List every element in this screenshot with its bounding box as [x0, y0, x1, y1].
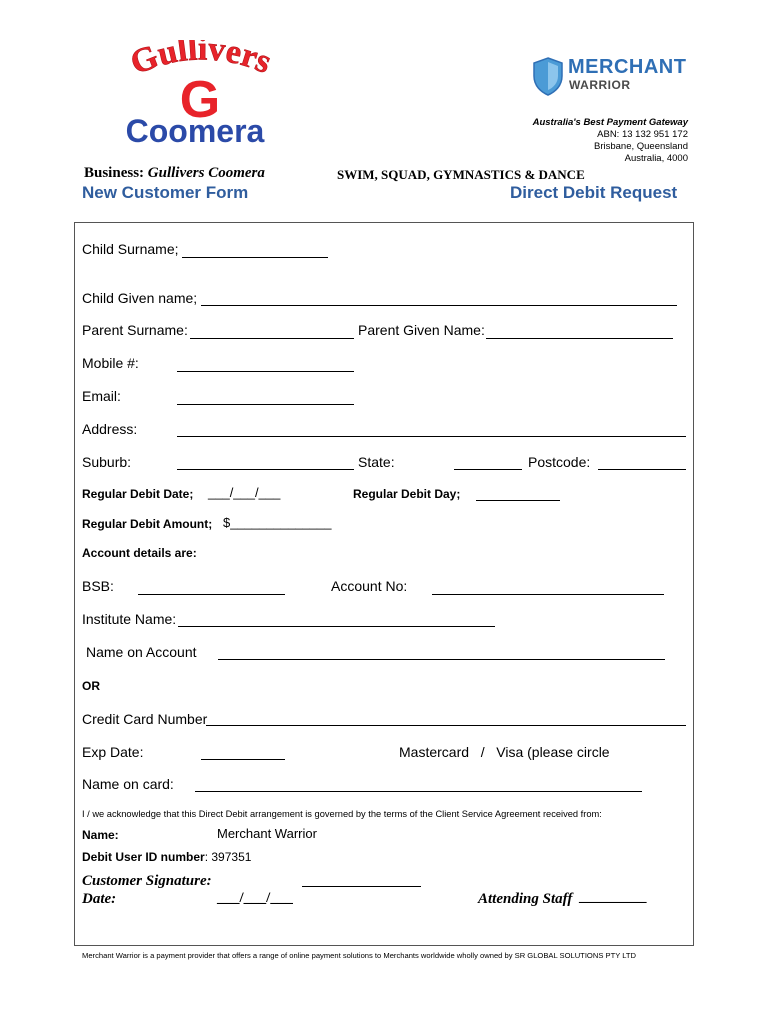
- child-surname-label: Child Surname;: [82, 241, 179, 257]
- business-name: Gullivers Coomera: [147, 165, 265, 181]
- merchant-logo-line1: MERCHANT: [568, 56, 687, 78]
- regular-debit-amount-field[interactable]: $______________: [223, 515, 332, 530]
- debit-user-id-label: Debit User ID number: [82, 850, 205, 864]
- form-title: New Customer Form: [82, 183, 249, 202]
- state-field[interactable]: [454, 469, 522, 470]
- acknowledgement-text: I / we acknowledge that this Direct Debit arrangement is governed by the terms of the Client Service Agreement received from:: [82, 809, 602, 819]
- email-label: Email:: [82, 388, 121, 404]
- regular-debit-day-label: Regular Debit Day;: [353, 487, 461, 501]
- payee-name-value: Merchant Warrior: [217, 826, 317, 841]
- gullivers-logo: [100, 40, 300, 150]
- mobile-field[interactable]: [177, 371, 354, 372]
- regular-debit-day-field[interactable]: [476, 500, 560, 501]
- child-surname-field[interactable]: [182, 257, 328, 258]
- name-on-account-label: Name on Account: [86, 644, 197, 660]
- email-field[interactable]: [177, 404, 354, 405]
- credit-card-number-label: Credit Card Number: [82, 711, 208, 727]
- state-label: State:: [358, 454, 395, 470]
- address-label: Address:: [82, 421, 138, 437]
- suburb-label: Suburb:: [82, 454, 132, 470]
- gateway-address: [533, 117, 688, 165]
- exp-date-field[interactable]: [201, 759, 285, 760]
- merchant-warrior-logo: [532, 56, 687, 98]
- parent-given-name-label: Parent Given Name:: [358, 322, 485, 338]
- bsb-label: BSB:: [82, 578, 114, 594]
- exp-date-label: Exp Date:: [82, 744, 144, 760]
- parent-surname-label: Parent Surname:: [82, 322, 188, 338]
- parent-surname-field[interactable]: [190, 338, 354, 339]
- regular-debit-amount-label: Regular Debit Amount;: [82, 517, 213, 531]
- attending-staff-label: Attending Staff: [478, 891, 573, 907]
- regular-debit-date-field[interactable]: ___/___/___: [208, 485, 281, 500]
- logo-top-word: Gullivers: [125, 40, 277, 83]
- business-heading: [84, 165, 265, 182]
- gateway-country: Australia, 4000: [624, 153, 688, 164]
- gateway-city: Brisbane, Queensland: [593, 141, 688, 152]
- shield-icon: [532, 56, 564, 96]
- name-on-card-field[interactable]: [195, 791, 642, 792]
- regular-debit-date-label: Regular Debit Date;: [82, 487, 194, 501]
- parent-given-name-field[interactable]: [486, 338, 673, 339]
- account-no-field[interactable]: [432, 594, 664, 595]
- name-on-card-label: Name on card:: [82, 776, 174, 792]
- credit-card-number-field[interactable]: [206, 725, 686, 726]
- business-label: Business:: [84, 165, 145, 181]
- postcode-field[interactable]: [598, 469, 686, 470]
- customer-signature-label: Customer Signature:: [82, 873, 212, 889]
- child-given-name-field[interactable]: [201, 305, 677, 306]
- gullivers-logo-graphic: [100, 40, 300, 150]
- sign-date-label: Date:: [82, 891, 117, 907]
- bsb-field[interactable]: [138, 594, 285, 595]
- attending-staff-field[interactable]: _________: [579, 889, 647, 905]
- institute-name-field[interactable]: [178, 626, 495, 627]
- footer-text: Merchant Warrior is a payment provider that offers a range of online payment solutions to Merchants worldwide wholly owned by SR GLOBAL SOLUTIONS PTY LTD: [82, 951, 637, 960]
- payee-name-label: Name:: [82, 828, 119, 842]
- account-no-label: Account No:: [331, 578, 408, 594]
- suburb-field[interactable]: [177, 469, 354, 470]
- debit-user-id-value: : 397351: [204, 850, 252, 864]
- name-on-account-field[interactable]: [218, 659, 665, 660]
- request-title: Direct Debit Request: [510, 183, 678, 202]
- or-separator: OR: [82, 679, 100, 693]
- logo-bottom-word: Coomera: [125, 113, 265, 149]
- sign-date-field[interactable]: ___/___/___: [217, 890, 293, 906]
- activities-heading: SWIM, SQUAD, GYMNASTICS & DANCE: [337, 167, 585, 182]
- gateway-tagline: Australia's Best Payment Gateway: [532, 117, 688, 128]
- postcode-label: Postcode:: [528, 454, 591, 470]
- mobile-label: Mobile #:: [82, 355, 139, 371]
- account-details-heading: Account details are:: [82, 546, 197, 560]
- customer-signature-field[interactable]: [302, 886, 421, 887]
- child-given-name-label: Child Given name;: [82, 290, 198, 306]
- gateway-abn: ABN: 13 132 951 172: [597, 129, 688, 140]
- card-type-options[interactable]: Mastercard / Visa (please circle: [399, 744, 610, 760]
- logo-letter: G: [179, 71, 221, 129]
- debit-user-id: [82, 850, 251, 864]
- merchant-logo-line2: WARRIOR: [569, 78, 631, 92]
- address-field[interactable]: [177, 436, 686, 437]
- institute-name-label: Institute Name:: [82, 611, 177, 627]
